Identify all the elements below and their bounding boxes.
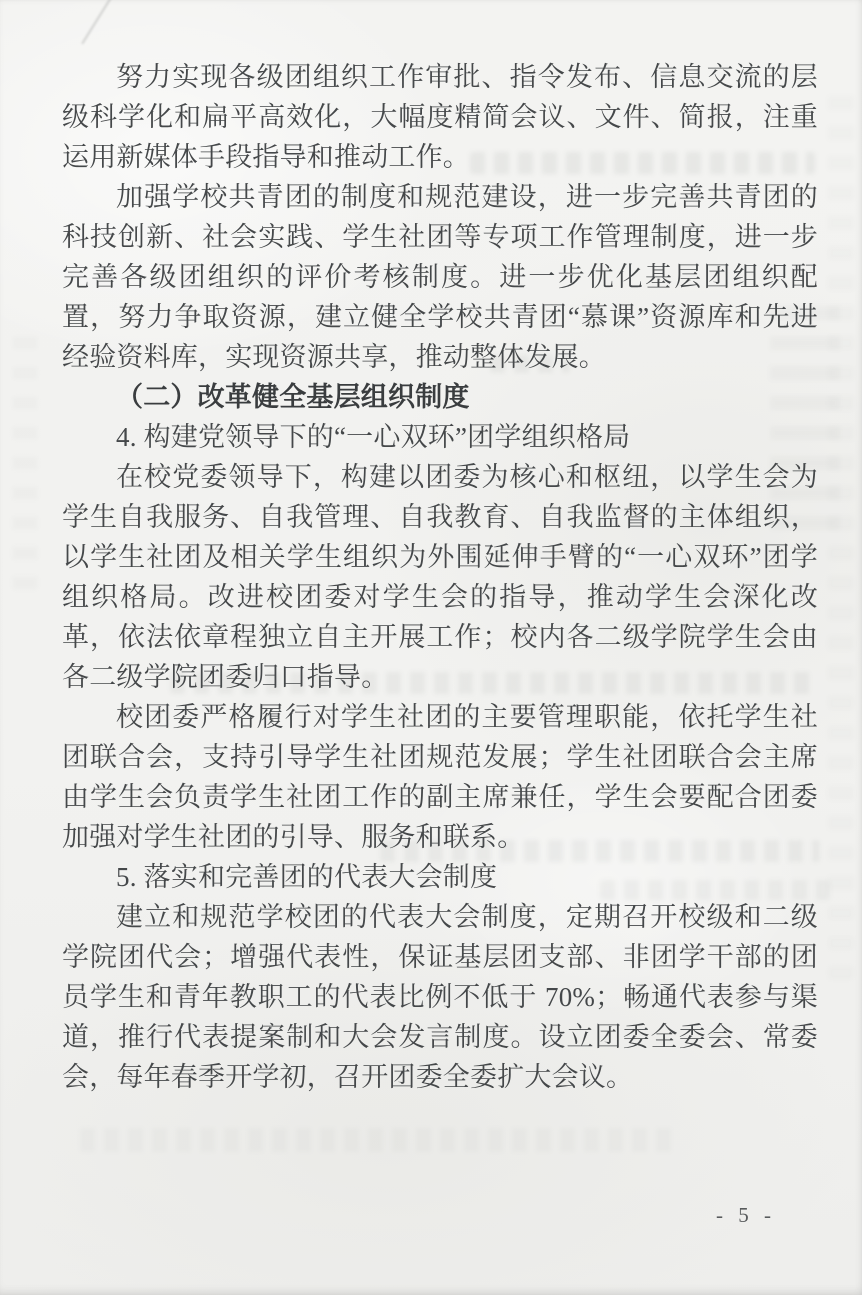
body-paragraph: 校团委严格履行对学生社团的主要管理职能，依托学生社团联合会，支持引导学生社团规范发展；学生社团联合会主席由学生会负责学生社团工作的副主席兼任，学生会要配合团委加强对学生社团的引导、服务和联系。 [62,702,818,852]
body-paragraph: 加强学校共青团的制度和规范建设，进一步完善共青团的科技创新、社会实践、学生社团等专项工作管理制度，进一步完善各级团组织的评价考核制度。进一步优化基层团组织配置，努力争取资源，建立健全学校共青团“慕课”资源库和先进经验资料库，实现资源共享，推动整体发展。 [62,182,818,372]
body-paragraph: 在校党委领导下，构建以团委为核心和枢纽，以学生会为学生自我服务、自我管理、自我教育、自我监督的主体组织，以学生社团及相关学生组织为外围延伸手臂的“一心双环”团学组织格局。改进校团委对学生会的指导，推动学生会深化改革，依法依章程独立自主开展工作；校内各二级学院学生会由各二级学院团委归口指导。 [62,462,818,692]
body-paragraph: 建立和规范学校团的代表大会制度，定期召开校级和二级学院团代会；增强代表性，保证基层团支部、非团学干部的团员学生和青年教职工的代表比例不低于 70%；畅通代表参与渠道，推行代表提案制和大会发言制度。设立团委全委会、常委会，每年春季开学初，召开团委全委扩大会议。 [62,902,818,1092]
page-number: - 5 - [716,1203,776,1227]
body-paragraph: 努力实现各级团组织工作审批、指令发布、信息交流的层级科学化和扁平高效化，大幅度精简会议、文件、简报，注重运用新媒体手段指导和推动工作。 [62,62,818,172]
bleedthrough-artifact [828,80,854,980]
section-heading: （二）改革健全基层组织制度 [116,382,470,412]
numbered-clause-heading: 5. 落实和完善团的代表大会制度 [116,862,498,892]
bleedthrough-artifact [12,330,38,590]
bleedthrough-artifact [80,1128,680,1152]
crease-mark [81,0,112,44]
document-body [62,57,818,1097]
numbered-clause-heading: 4. 构建党领导下的“一心双环”团学组织格局 [116,422,631,452]
